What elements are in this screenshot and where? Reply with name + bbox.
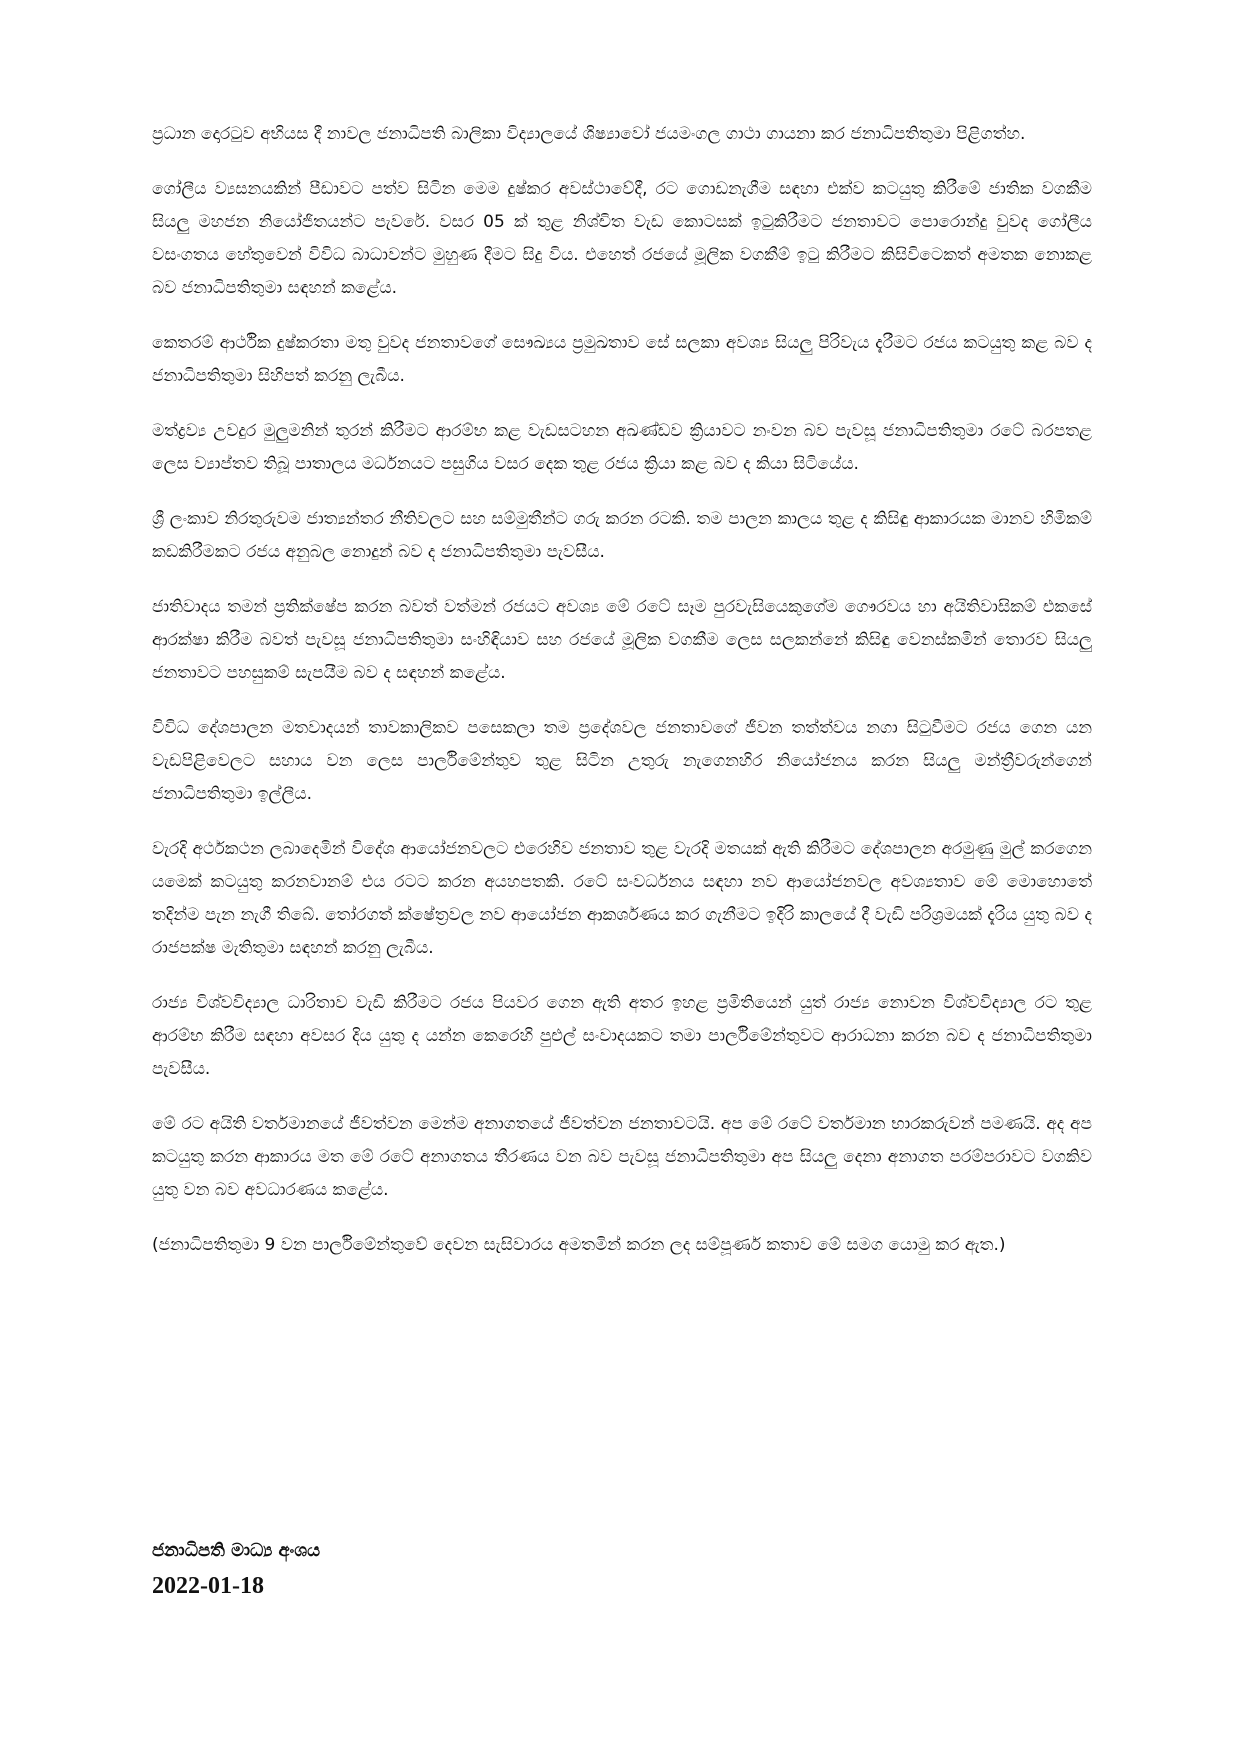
paragraph-9: රාජ්‍ය විශ්වවිද්‍යාල ධාරිතාව වැඩි කිරීමට රජය පියවර ගෙන ඇති අතර ඉහළ ප්‍රමිතියෙන් යුත් රාජ්‍ය නොවන විශ්වවිද්‍යාල රට තුළ ආරම්භ කිරීම සඳහා අවසර දිය යුතු ද යන්න කෙරෙහි පුළුල් සංවාදයකට තමා පාර්ලිමේන්තුවට ආරාධනා කරන බව ද ජනාධිපතිතුමා පැවසීය. xyxy=(152,993,1092,1079)
paragraph-7: විවිධ දේශපාලන මතවාදයන් තාවකාලිකව පසෙකලා තම ප්‍රදේශවල ජනතාවගේ ජීවන තත්ත්වය නගා සිටුවීමට රජය ගෙන යන වැඩපිළිවෙලට සහාය වන ලෙස පාර්ලිමේන්තුව තුළ සිටින උතුරු නැගෙනහිර නියෝජනය කරන සියලු මන්ත්‍රීවරුන්ගෙන් ජනාධිපතිතුමා ඉල්ලීය. xyxy=(152,718,1092,804)
paragraph-5: ශ්‍රී ලංකාව නිරතුරුවම ජාත්‍යන්තර නීතිවලට සහ සම්මුතීන්ට ගරු කරන රටකි. තම පාලන කාලය තුළ ද කිසිඳු ආකාරයක මානව හිමිකම් කඩකිරීමකට රජය අනුබල නොදුන් බව ද ජනාධිපතිතුමා පැවසීය. xyxy=(152,509,1092,562)
paragraph-6: ජාතිවාදය තමන් ප්‍රතික්ෂේප කරන බවත් වත්මන් රජයට අවශ්‍ය මේ රටේ සෑම පුරවැසියෙකුගේම ගෞරවය හා අයිතිවාසිකම් එකසේ ආරක්ෂා කිරීම බවත් පැවසූ ජනාධිපතිතුමා සංහිඳියාව සහ රජයේ මූලික වගකීම ලෙස සලකන්නේ කිසිඳු වෙනස්කමින් තොරව සියලු ජනතාවට පහසුකම් සැපයීම බව ද සඳහන් කළේය. xyxy=(152,597,1092,683)
paragraph-10: මේ රට අයිති වර්තමානයේ ජීවත්වන මෙන්ම අනාගතයේ ජීවත්වන ජනතාවටයි. අප මේ රටේ වර්තමාන භාරකරුවන් පමණයි. අද අප කටයුතු කරන ආකාරය මත මේ රටේ අනාගතය තීරණය වන බව පැවසූ ජනාධිපතිතුමා අප සියලු දෙනා අනාගත පරම්පරාවට වගකිව යුතු වන බව අවධාරණය කළේය. xyxy=(152,1114,1092,1200)
document-body xyxy=(152,118,1092,1284)
paragraph-1: ප්‍රධාන දොරටුව අභියස දී නාවල ජනාධිපති බාලිකා විද්‍යාලයේ ශිෂ්‍යාවෝ ජයමංගල ගාථා ගායනා කර ජනාධිපතිතුමා පිළිගත්හ. xyxy=(152,124,1026,144)
paragraph-4: මත්ද්‍රව්‍ය උවදුර මුලුමනින් තුරන් කිරීමට ආරම්භ කළ වැඩසටහන අඛණ්ඩව ක්‍රියාවට නංවන බව පැවසූ ජනාධිපතිතුමා රටේ බරපතළ ලෙස ව්‍යාප්තව තිබූ පාතාලය මර්ධනයට පසුගිය වසර දෙක තුළ රජය ක්‍රියා කළ බව ද කියා සිටියේය. xyxy=(152,421,1092,474)
signature-block xyxy=(152,1536,652,1604)
paragraph-11: (ජනාධිපතිතුමා 9 වන පාර්ලිමේන්තුවේ දෙවන සැසිවාරය අමතමින් කරන ලද සම්පූර්ණ කතාව මේ සමග යොමු කර ඇත.) xyxy=(152,1235,1006,1255)
paragraph-8: වැරදි අර්ථකථන ලබාදෙමින් විදේශ ආයෝජනවලට එරෙහිව ජනතාව තුළ වැරදි මතයක් ඇති කිරීමට දේශපාලන අරමුණු මුල් කරගෙන යමෙක් කටයුතු කරනවානම් එය රටට කරන අයහපතකි. රටේ සංවර්ධනය සඳහා නව ආයෝජනවල අවශ්‍යතාව මේ මොහොතේ තදින්ම පැන නැගී තිබේ. තෝරගත් ක්ෂේත්‍රවල නව ආයෝජන ආකර්ශණය කර ගැනීමට ඉදිරි කාලයේ දී වැඩි පරිශ්‍රමයක් දැරිය යුතු බව ද රාජපක්ෂ මැතිතුමා සඳහන් කරනු ලැබීය. xyxy=(152,839,1092,958)
signature-date: 2022-01-18 xyxy=(152,1573,264,1599)
paragraph-3: කෙතරම් ආර්ථික දුෂ්කරතා මතු වුවද ජනතාවගේ සෞඛ්‍යය ප්‍රමුඛතාව සේ සලකා අවශ්‍ය සියලු පිරිවැය දැරීමට රජය කටයුතු කළ බව ද ජනාධිපතිතුමා සිහිපත් කරනු ලැබීය. xyxy=(152,333,1092,386)
paragraph-2: ගෝලීය ව්‍යසනයකින් පීඩාවට පත්ව සිටින මෙම දුෂ්කර අවස්ථාවේදී, රට ගොඩනැගීම සඳහා එක්ව කටයුතු කිරීමේ ජාතික වගකීම සියලු මහජන නියෝජිතයන්ට පැවරේ. වසර 05 ක් තුළ නිශ්චිත වැඩ කොටසක් ඉටුකිරීමට ජනතාවට පොරොන්දු වුවද ගෝලීය වසංගතය හේතුවෙන් විවිධ බාධාවන්ට මුහුණ දීමට සිදු විය. එහෙත් රජයේ මූලික වගකීම් ඉටු කිරීමට කිසිවිටෙකත් අමතක නොකළ බව ජනාධිපතිතුමා සඳහන් කළේය. xyxy=(152,179,1092,298)
signature-department: ජනාධිපති මාධ්‍ය අංශය xyxy=(152,1540,321,1561)
